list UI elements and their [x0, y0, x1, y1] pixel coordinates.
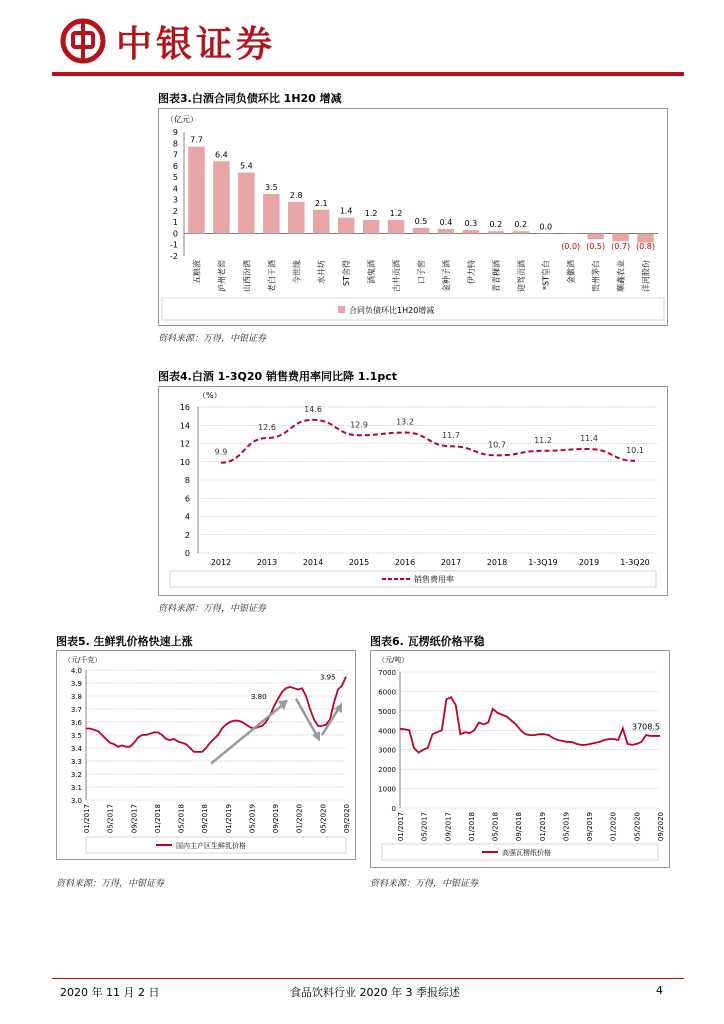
fig3-ytick-label: 1: [172, 218, 178, 228]
fig3-title: 图表3.白酒合同负债环比 1H20 增减: [158, 92, 342, 105]
fig5-unit-label: （元/千克）: [64, 656, 102, 664]
footer-divider: [52, 978, 684, 979]
fig3-category-label: 酒鬼酒: [367, 260, 377, 284]
fig5-ytick-label: 3.7: [70, 706, 82, 714]
fig4-unit-label: （%）: [198, 391, 222, 400]
fig3-bar: [213, 161, 229, 233]
fig3-bar: [612, 233, 628, 241]
header-divider: [52, 72, 684, 76]
fig4-source: 资料来源：万得，中银证券: [158, 604, 267, 614]
fig4-category-label: 2018: [486, 558, 508, 567]
fig3-ytick-label: 4: [172, 184, 178, 194]
brand-name: 中银证券: [116, 23, 277, 65]
fig6-ytick-label: 0: [391, 805, 396, 813]
fig4-value-label: 11.7: [442, 431, 460, 441]
fig5-ytick-label: 3.9: [70, 680, 82, 688]
fig3-bar: [538, 233, 554, 234]
fig3-value-label: 1.2: [364, 208, 378, 218]
fig3-value-label: 5.4: [240, 161, 253, 171]
bank-of-china-logo: [60, 18, 106, 64]
fig5-legend-label: 国内主产区生鲜乳价格: [176, 842, 246, 850]
fig3-category-label: 今世缘: [292, 260, 302, 284]
fig5-title: 图表5. 生鲜乳价格快速上涨: [56, 635, 193, 648]
fig6-ytick-label: 3000: [378, 746, 396, 755]
fig5-xtick-label: 01/2017: [83, 804, 91, 834]
fig6-ytick-label: 5000: [378, 707, 396, 716]
fig4-ytick-label: 4: [184, 512, 190, 522]
fig4-title: 图表4.白酒 1-3Q20 销售费用率同比降 1.1pct: [158, 370, 397, 383]
fig3-category-label: 老白干酒: [267, 260, 277, 292]
fig5-xtick-label: 09/2020: [343, 804, 351, 834]
fig3-ytick-label: -1: [170, 240, 178, 250]
fig3-value-label: 2.1: [314, 198, 328, 208]
fig3-value-label: 1.2: [389, 208, 403, 218]
fig5-ytick-label: 3.2: [70, 771, 82, 779]
fig6-chart: [370, 650, 670, 868]
fig3-legend-label: 合同负债环比1H20增减: [349, 306, 435, 315]
fig3-bar: [637, 233, 653, 242]
fig4-ytick-label: 10: [179, 457, 190, 467]
fig3-chart: [158, 108, 668, 326]
fig3-category-label: ST舍得: [342, 260, 352, 286]
fig5-xtick-label: 01/2018: [153, 804, 162, 834]
fig3-category-label: 泸州老窖: [217, 260, 227, 292]
fig4-category-label: 2012: [210, 558, 232, 567]
fig3-category-label: 贵州茅台: [591, 260, 601, 292]
fig3-bar: [288, 202, 304, 234]
fig3-bar: [363, 220, 379, 234]
fig5-xtick-label: 05/2017: [106, 804, 115, 834]
fig3-value-label: 6.4: [215, 150, 228, 160]
fig3-ytick-label: 5: [172, 173, 178, 183]
fig5-ytick-label: 3.1: [70, 784, 82, 792]
fig6-xtick-label: 05/2018: [491, 812, 500, 842]
fig4-value-label: 10.1: [626, 445, 644, 455]
fig6-xtick-label: 09/2020: [657, 812, 665, 842]
fig4-value-label: 13.2: [396, 417, 414, 427]
fig4-category-label: 2015: [348, 558, 370, 567]
fig6-xtick-label: 01/2020: [609, 812, 618, 842]
fig5-ytick-label: 3.8: [70, 693, 82, 701]
fig5-annotation: 3.80: [251, 693, 267, 701]
fig5-source: 资料来源：万得，中银证券: [56, 879, 165, 889]
fig5-trend-arrow: [322, 706, 340, 735]
fig5-trend-arrow: [211, 704, 284, 764]
fig3-value-label: (0.5): [586, 242, 606, 252]
fig6-xtick-label: 05/2019: [562, 812, 571, 842]
fig6-title: 图表6. 瓦楞纸价格平稳: [370, 635, 485, 648]
fig3-category-label: 古井贡酒: [392, 260, 402, 292]
fig3-value-label: 0.4: [439, 217, 453, 227]
fig3-bar: [438, 229, 454, 234]
fig6-xtick-label: 05/2020: [633, 812, 642, 842]
fig3-bar: [413, 228, 429, 234]
fig4-category-label: 2013: [256, 558, 278, 567]
fig6-ytick-label: 2000: [378, 766, 396, 775]
fig3-category-label: 伊力特: [466, 260, 476, 284]
fig4-category-label: 2019: [578, 558, 600, 567]
fig3-bar: [587, 233, 603, 239]
fig3-value-label: 0.2: [514, 220, 528, 230]
fig3-category-label: 迎驾贡酒: [516, 260, 526, 292]
fig5-xtick-label: 01/2019: [224, 804, 233, 834]
fig5-xtick-label: 05/2020: [319, 804, 328, 834]
fig4-ytick-label: 12: [179, 439, 190, 449]
fig6-source: 资料来源：万得，中银证券: [370, 879, 479, 889]
fig3-category-label: 洋河股份: [641, 260, 651, 292]
fig6-xtick-label: 05/2017: [420, 812, 429, 842]
fig5-xtick-label: 01/2020: [295, 804, 304, 834]
fig3-ytick-label: 7: [172, 150, 178, 160]
fig4-chart: [158, 386, 668, 596]
fig3-ytick-label: 6: [172, 161, 178, 171]
fig3-value-label: 0.0: [539, 222, 553, 232]
page-number: 4: [656, 984, 663, 997]
fig6-xtick-label: 01/2019: [538, 812, 547, 842]
fig3-ytick-label: 9: [172, 128, 178, 137]
fig6-xtick-label: 09/2017: [444, 812, 453, 842]
fig5-xtick-label: 09/2018: [201, 804, 210, 834]
fig4-value-label: 12.6: [258, 423, 276, 433]
fig5-xtick-label: 09/2017: [130, 804, 139, 834]
fig4-ytick-label: 0: [184, 549, 190, 558]
fig3-category-label: 五粮液: [192, 260, 202, 284]
fig5-ytick-label: 3.6: [70, 719, 82, 727]
fig6-ytick-label: 7000: [378, 669, 396, 677]
fig3-value-label: (0.0): [561, 242, 581, 252]
fig4-series-line: [221, 417, 635, 463]
fig4-value-label: 10.7: [488, 440, 506, 450]
fig5-ytick-label: 3.5: [70, 732, 82, 740]
fig3-value-label: 0.3: [464, 219, 478, 229]
fig5-chart: [56, 650, 356, 860]
fig3-category-label: *ST皇台: [541, 260, 551, 290]
fig4-value-label: 11.2: [534, 435, 552, 445]
fig3-category-label: 青青稞酒: [491, 260, 501, 292]
fig3-unit-label: （亿元）: [166, 115, 198, 124]
fig4-value-label: 14.6: [304, 404, 322, 414]
fig5-annotation: 3.95: [320, 673, 336, 682]
fig3-category-label: 金徽酒: [566, 260, 576, 284]
fig6-xtick-label: 01/2018: [467, 812, 476, 842]
fig6-series-line: [400, 697, 660, 752]
fig6-xtick-label: 09/2019: [586, 812, 595, 842]
fig5-xtick-label: 09/2019: [272, 804, 281, 834]
fig4-value-label: 11.4: [580, 433, 598, 443]
fig3-value-label: 3.5: [264, 183, 278, 192]
fig3-bar: [488, 231, 504, 233]
fig3-bar: [313, 210, 329, 234]
fig3-value-label: 7.7: [190, 135, 203, 145]
fig5-ytick-label: 3.0: [70, 797, 82, 805]
fig4-ytick-label: 6: [184, 494, 190, 504]
fig3-ytick-label: -2: [170, 252, 178, 261]
fig6-ytick-label: 6000: [378, 688, 396, 697]
fig6-legend-label: 高强瓦楞纸价格: [502, 849, 551, 857]
fig5-trend-arrow: [296, 699, 318, 738]
fig4-value-label: 9.9: [214, 447, 228, 457]
fig4-legend-box: [170, 571, 656, 587]
fig5-xtick-label: 05/2018: [177, 804, 186, 834]
fig3-value-label: 0.5: [414, 216, 428, 226]
fig5-series-line: [86, 677, 346, 752]
fig5-xtick-label: 05/2019: [248, 804, 257, 834]
fig3-bar: [263, 194, 279, 233]
fig3-bar: [238, 173, 254, 234]
fig3-bar: [463, 230, 479, 233]
fig3-category-label: 山西汾酒: [242, 260, 252, 292]
fig3-bar: [513, 231, 529, 233]
fig6-annotation: 3708.5: [632, 722, 660, 732]
fig6-xtick-label: 01/2017: [397, 812, 405, 842]
fig3-value-label: (0.8): [636, 242, 656, 252]
fig5-ytick-label: 4.0: [70, 667, 82, 675]
fig4-ytick-label: 2: [184, 530, 190, 540]
fig4-category-label: 1-3Q19: [528, 558, 558, 567]
fig4-ytick-label: 14: [179, 421, 190, 431]
fig3-bar: [562, 233, 578, 234]
fig6-xtick-label: 09/2018: [515, 812, 524, 842]
fig4-legend-label: 销售费用率: [414, 575, 454, 584]
fig3-ytick-label: 0: [172, 229, 178, 239]
fig6-ytick-label: 4000: [378, 727, 396, 736]
fig3-value-label: (0.7): [611, 242, 631, 252]
fig3-category-label: 口子窖: [417, 260, 426, 284]
fig3-bar: [188, 147, 204, 234]
fig3-value-label: 0.2: [489, 220, 503, 230]
fig3-ytick-label: 2: [172, 206, 178, 216]
fig4-value-label: 12.9: [350, 420, 368, 430]
fig4-ytick-label: 16: [179, 403, 190, 412]
fig3-bar: [338, 218, 354, 234]
fig3-category-label: 顺鑫农业: [616, 260, 626, 292]
fig4-category-label: 2016: [394, 558, 416, 567]
fig5-ytick-label: 3.4: [70, 745, 82, 753]
fig3-ytick-label: 3: [172, 195, 178, 205]
fig3-bar: [388, 220, 404, 234]
fig3-ytick-label: 8: [172, 139, 178, 149]
fig3-legend-swatch: [338, 306, 345, 313]
fig3-value-label: 1.4: [339, 206, 353, 216]
fig3-value-label: 2.8: [289, 190, 303, 200]
footer-date: 2020 年 11 月 2 日: [60, 986, 160, 999]
fig3-source: 资料来源：万得，中银证券: [158, 334, 267, 344]
fig4-category-label: 1-3Q20: [620, 558, 650, 567]
fig4-category-label: 2014: [302, 558, 324, 567]
fig4-ytick-label: 8: [184, 476, 190, 485]
fig3-category-label: 水井坊: [317, 260, 327, 284]
fig3-category-label: 金种子酒: [441, 260, 451, 292]
fig4-category-label: 2017: [440, 558, 462, 567]
fig5-ytick-label: 3.3: [70, 758, 82, 766]
fig6-ytick-label: 1000: [378, 785, 396, 794]
fig6-unit-label: （元/吨）: [378, 656, 409, 664]
footer-report-title: 食品饮料行业 2020 年 3 季报综述: [290, 986, 460, 999]
